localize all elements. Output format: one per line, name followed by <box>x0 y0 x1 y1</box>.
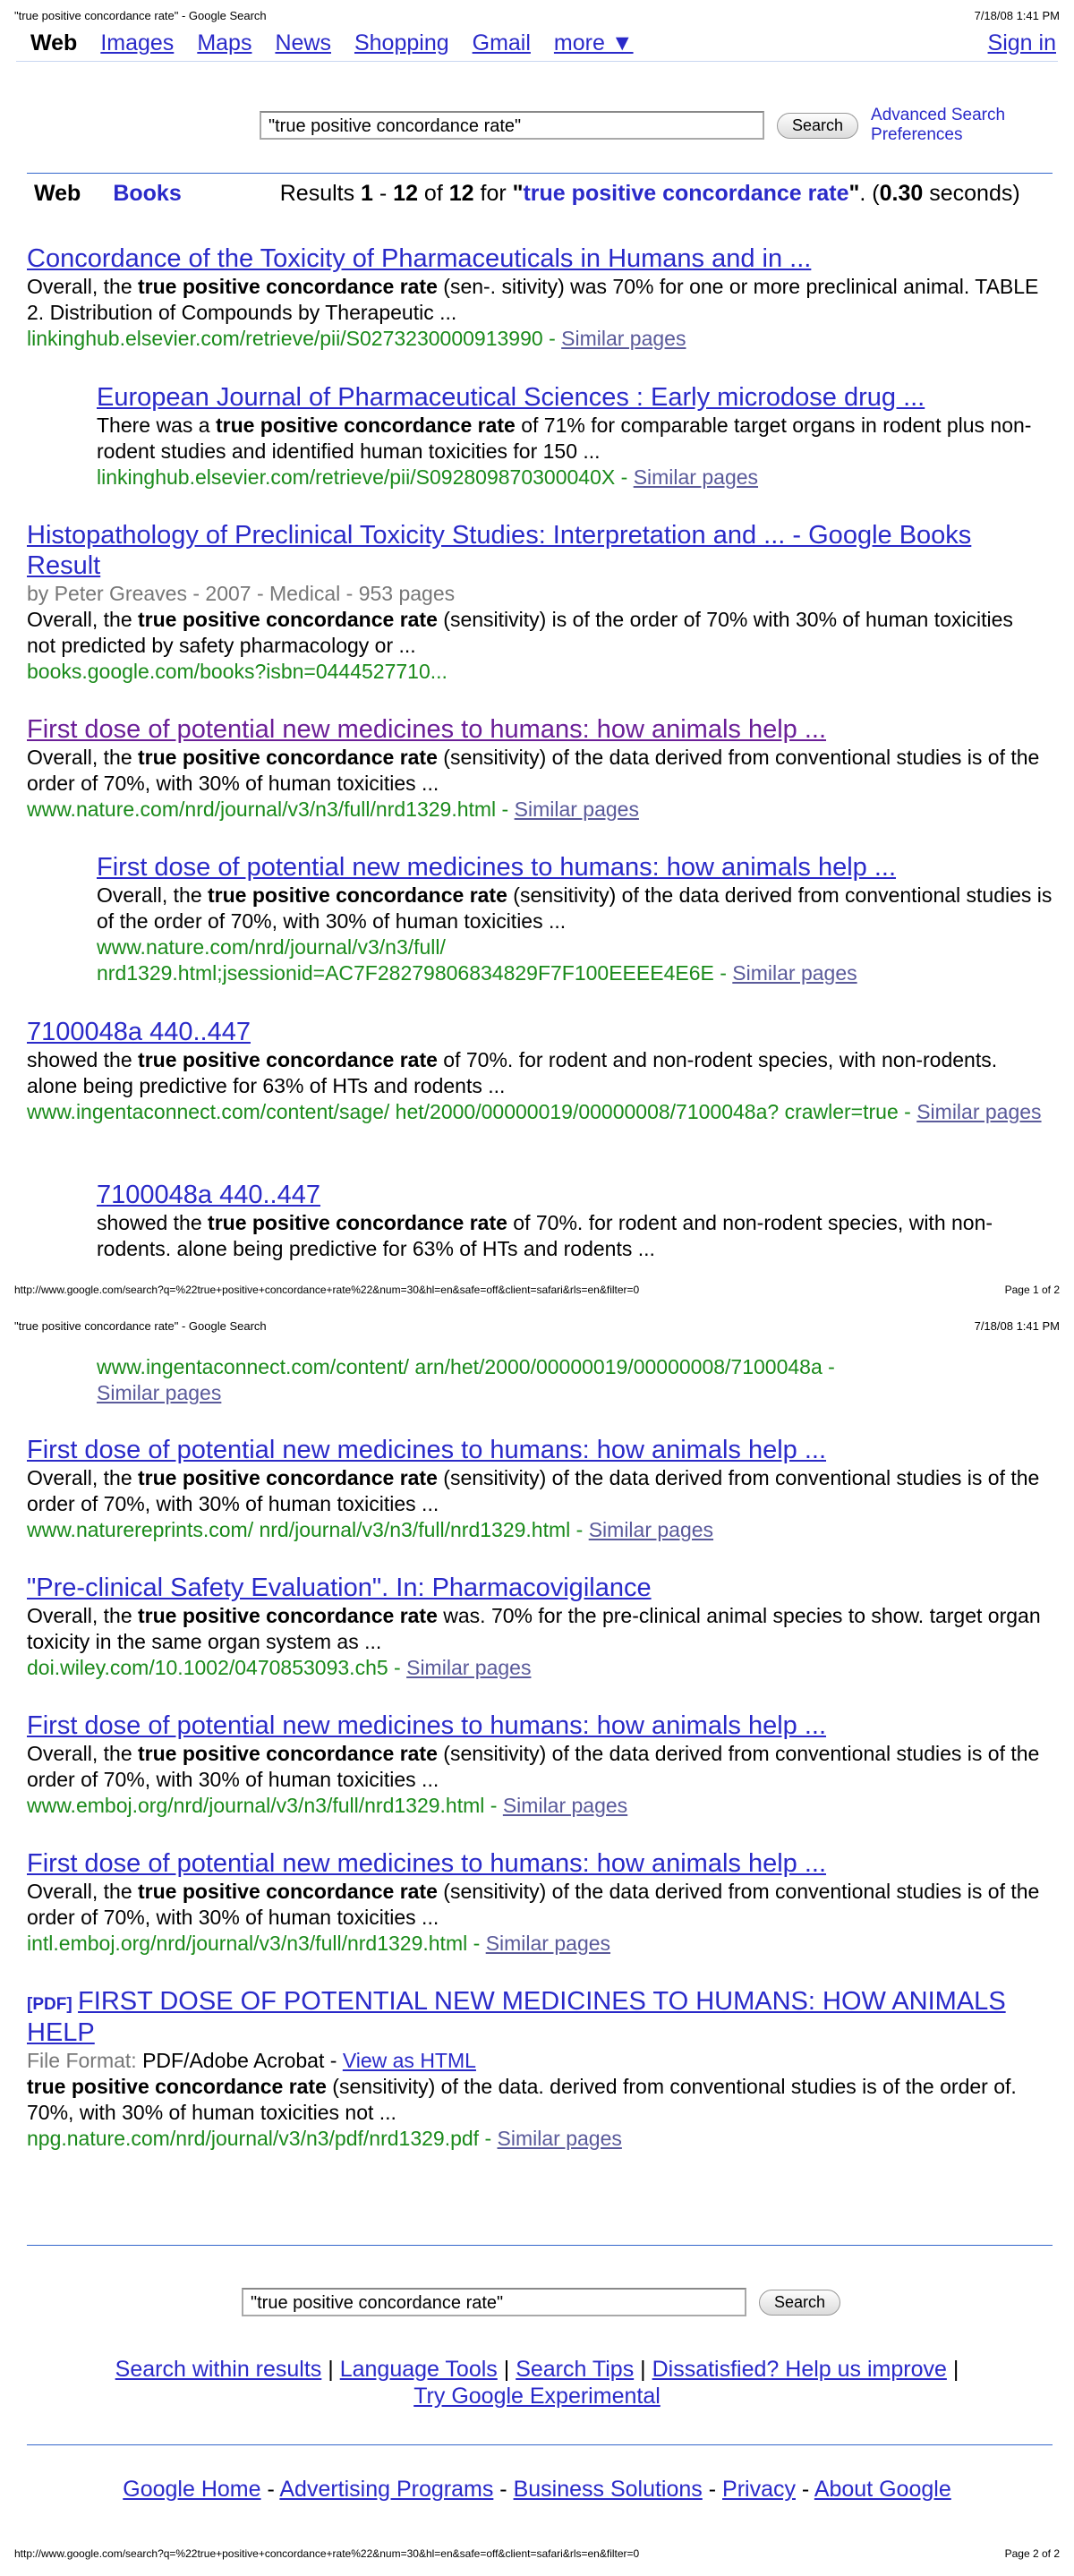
result-url-line: linkinghub.elsevier.com/retrieve/pii/S0273230000913990 - Similar pages <box>27 327 686 350</box>
result-url: www.nature.com/nrd/journal/v3/n3/full/nrd1329.html <box>27 798 497 821</box>
query-term-positive[interactable]: positive <box>571 181 657 206</box>
result-snippet: Overall, the true positive concordance rate (sensitivity) of the data derived from conventional studies is of the order of 70%, with 30% of human toxicities ... <box>97 883 1053 933</box>
page-header-title: "true positive concordance rate" - Google Search <box>14 9 267 22</box>
advanced-search-link[interactable]: Advanced Search <box>871 106 1006 124</box>
search-result <box>27 1017 1047 1125</box>
nav-web: Web <box>30 30 78 55</box>
result-url-line: intl.emboj.org/nrd/journal/v3/n3/full/nrd1329.html - Similar pages <box>27 1932 611 1955</box>
sign-in-link[interactable]: Sign in <box>987 30 1056 55</box>
result-title-link[interactable]: First dose of potential new medicines to humans: how animals help ... <box>27 1711 827 1740</box>
page-footer-url: http://www.google.com/search?q=%22true+positive+concordance+rate%22&num=30&hl=en&safe=off&client=safari&rls=en&filter=0 <box>14 2547 640 2560</box>
result-title-link[interactable]: FIRST DOSE OF POTENTIAL NEW MEDICINES TO HUMANS: HOW ANIMALS HELP <box>27 1987 1006 2047</box>
page-footer-url: http://www.google.com/search?q=%22true+positive+concordance+rate%22&num=30&hl=en&safe=off&client=safari&rls=en&filter=0 <box>14 1284 640 1296</box>
dissatisfied-link[interactable]: Dissatisfied? Help us improve <box>652 2357 947 2382</box>
result-url-line: www.ingentaconnect.com/content/ arn/het/2000/00000019/00000008/7100048a - Similar pages <box>97 1355 835 1404</box>
results-tab-web: Web <box>34 181 81 206</box>
result-snippet: Overall, the true positive concordance rate (sensitivity) is of the order of 70% with 30% of human toxicities not predicted by safety pharmacology or ... <box>27 608 1013 657</box>
result-url-line: www.ingentaconnect.com/content/sage/ het/2000/00000019/00000008/7100048a? crawler=true - Similar pages <box>27 1100 1042 1123</box>
nav-maps-link[interactable]: Maps <box>197 30 252 55</box>
result-url: www.ingentaconnect.com/content/sage/ het/2000/00000019/00000008/7100048a? crawler=true <box>27 1100 899 1123</box>
result-url: linkinghub.elsevier.com/retrieve/pii/S092809870300040X <box>97 465 616 489</box>
similar-pages-link[interactable]: Similar pages <box>485 1932 611 1955</box>
search-input[interactable]: "true positive concordance rate" <box>260 111 764 140</box>
page-header-title: "true positive concordance rate" - Google Search <box>14 1319 267 1333</box>
result-url: npg.nature.com/nrd/journal/v3/n3/pdf/nrd1329.pdf <box>27 2127 480 2150</box>
page-header-time: 7/18/08 1:41 PM <box>974 9 1060 22</box>
nav-more-link[interactable]: more ▼ <box>553 30 634 55</box>
result-title-link[interactable]: First dose of potential new medicines to humans: how animals help ... <box>27 1849 827 1878</box>
page-header <box>14 9 1060 22</box>
top-divider <box>16 61 1058 62</box>
similar-pages-link[interactable]: Similar pages <box>406 1656 532 1679</box>
similar-pages-link[interactable]: Similar pages <box>497 2127 622 2150</box>
result-url-line: npg.nature.com/nrd/journal/v3/n3/pdf/nrd1329.pdf - Similar pages <box>27 2127 622 2150</box>
nav-news-link[interactable]: News <box>275 30 331 55</box>
result-url-line: www.nature.com/nrd/journal/v3/n3/full/ nrd1329.html;jsessionid=AC7F28279806834829F7F100EEEE4E6E - Similar pages <box>97 935 857 985</box>
privacy-link[interactable]: Privacy <box>722 2477 796 2502</box>
result-snippet: showed the true positive concordance rate of 70%. for rodent and non-rodent species, with non-rodents. alone being predictive for 63% of HTs and rodents ... <box>27 1048 998 1097</box>
nav-shopping-link[interactable]: Shopping <box>354 30 449 55</box>
results-count: Results 1 - 12 of 12 for "true positive concordance rate". (0.30 seconds) <box>279 181 1020 206</box>
result-url: www.ingentaconnect.com/content/ arn/het/2000/00000019/00000008/7100048a <box>97 1355 823 1378</box>
result-snippet: There was a true positive concordance rate of 71% for comparable target organs in rodent plus non-rodent studies and identified human toxicities for 150 ... <box>97 414 1032 463</box>
page-footer-number: Page 1 of 2 <box>1004 1284 1060 1296</box>
result-snippet: Overall, the true positive concordance rate (sensitivity) of the data derived from conventional studies is of the order of 70%, with 30% of human toxicities ... <box>27 1880 1040 1929</box>
query-term-true[interactable]: true <box>523 181 566 206</box>
similar-pages-link[interactable]: Similar pages <box>916 1100 1042 1123</box>
page-footer <box>14 1284 1060 1296</box>
result-meta: by Peter Greaves - 2007 - Medical - 953 pages <box>27 582 456 605</box>
try-experimental-link[interactable]: Try Google Experimental <box>413 2384 661 2409</box>
result-snippet: Overall, the true positive concordance rate (sensitivity) of the data derived from conventional studies is of the order of 70%, with 30% of human toxicities ... <box>27 1466 1040 1515</box>
search-result <box>97 382 1054 490</box>
result-title-link[interactable]: 7100048a 440..447 <box>27 1018 251 1046</box>
result-file-format: File Format: PDF/Adobe Acrobat - View as HTML <box>27 2049 476 2072</box>
result-title-link[interactable]: First dose of potential new medicines to humans: how animals help ... <box>97 853 897 882</box>
result-title-link[interactable]: First dose of potential new medicines to humans: how animals help ... <box>27 715 827 744</box>
language-tools-link[interactable]: Language Tools <box>339 2357 498 2382</box>
search-result <box>27 1710 1047 1819</box>
similar-pages-link[interactable]: Similar pages <box>502 1794 628 1817</box>
result-url-line <box>27 659 1047 685</box>
result-title-link[interactable]: 7100048a 440..447 <box>97 1181 320 1209</box>
top-search <box>0 106 1074 145</box>
advertising-programs-link[interactable]: Advertising Programs <box>279 2477 494 2502</box>
page-header <box>14 1319 1060 1333</box>
search-options <box>871 106 1005 145</box>
pdf-tag: [PDF] <box>27 1995 72 2014</box>
results-bar <box>0 181 1074 207</box>
footer-links: Google Home - Advertising Programs - Business Solutions - Privacy - About Google <box>123 2477 951 2502</box>
result-title-link[interactable]: "Pre-clinical Safety Evaluation". In: Pharmacovigilance <box>27 1574 652 1602</box>
result-url: doi.wiley.com/10.1002/0470853093.ch5 <box>27 1656 388 1679</box>
preferences-link[interactable]: Preferences <box>871 125 963 144</box>
query-term-concordance-rate[interactable]: concordance rate <box>662 181 849 206</box>
search-result-continued <box>97 1354 1054 1406</box>
result-snippet: Overall, the true positive concordance rate (sensitivity) of the data derived from conventional studies is of the order of 70%, with 30% of human toxicities ... <box>27 746 1040 795</box>
top-nav <box>0 30 1074 56</box>
search-result <box>27 1573 1047 1681</box>
result-title-link[interactable]: European Journal of Pharmaceutical Sciences : Early microdose drug ... <box>97 383 925 412</box>
similar-pages-link[interactable]: Similar pages <box>633 465 759 489</box>
result-url: www.naturereprints.com/ nrd/journal/v3/n3/full/nrd1329.html <box>27 1518 571 1541</box>
result-url-line: www.emboj.org/nrd/journal/v3/n3/full/nrd1329.html - Similar pages <box>27 1794 628 1817</box>
result-snippet: showed the true positive concordance rate of 70%. for rodent and non-rodent species, with non-rodents. alone being predictive for 63% of HTs and rodents ... <box>97 1211 993 1260</box>
result-url: www.emboj.org/nrd/journal/v3/n3/full/nrd1329.html <box>27 1794 485 1817</box>
nav-gmail-link[interactable]: Gmail <box>472 30 531 55</box>
result-title-link[interactable]: First dose of potential new medicines to humans: how animals help ... <box>27 1436 827 1464</box>
page-header-time: 7/18/08 1:41 PM <box>974 1319 1060 1333</box>
result-url: www.nature.com/nrd/journal/v3/n3/full/ nrd1329.html;jsessionid=AC7F28279806834829F7F100EEEE4E6E <box>97 935 714 985</box>
nav-images-link[interactable]: Images <box>100 30 175 55</box>
page-footer <box>14 2547 1060 2560</box>
result-url-line: www.nature.com/nrd/journal/v3/n3/full/nrd1329.html - Similar pages <box>27 798 639 821</box>
bottom-divider <box>27 2245 1053 2246</box>
similar-pages-link[interactable]: Similar pages <box>514 798 639 821</box>
search-result <box>97 852 1054 986</box>
about-google-link[interactable]: About Google <box>814 2477 951 2502</box>
search-result <box>97 1180 1054 1262</box>
similar-pages-link[interactable]: Similar pages <box>732 961 857 985</box>
search-tips-link[interactable]: Search Tips <box>516 2357 635 2382</box>
business-solutions-link[interactable]: Business Solutions <box>513 2477 703 2502</box>
similar-pages-link[interactable]: Similar pages <box>97 1381 222 1404</box>
bottom-search-button[interactable]: Search <box>759 2290 840 2316</box>
result-snippet: true positive concordance rate (sensitivity) of the data. derived from conventional studies is of the order of. 70%, with 30% of human toxicities not ... <box>27 2075 1017 2124</box>
result-url-line: linkinghub.elsevier.com/retrieve/pii/S092809870300040X - Similar pages <box>97 465 759 489</box>
similar-pages-link[interactable]: Similar pages <box>561 327 686 350</box>
result-snippet: Overall, the true positive concordance rate (sen-. sitivity) was 70% for one or more preclinical animal. TABLE 2. Distribution of Compounds by Therapeutic ... <box>27 275 1039 324</box>
search-result <box>27 1848 1047 1957</box>
result-url: books.google.com/books?isbn=0444527710... <box>27 660 448 683</box>
results-tab-books[interactable]: Books <box>113 181 182 206</box>
result-snippet: Overall, the true positive concordance rate was. 70% for the pre-clinical animal species to show. target organ toxicity in the same organ system as ... <box>27 1604 1041 1653</box>
result-url-line: doi.wiley.com/10.1002/0470853093.ch5 - Similar pages <box>27 1656 532 1679</box>
search-result <box>27 1986 1047 2152</box>
page-footer-number: Page 2 of 2 <box>1004 2547 1060 2560</box>
result-url: intl.emboj.org/nrd/journal/v3/n3/full/nrd1329.html <box>27 1932 468 1955</box>
bottom-links: Search within results | Language Tools | Search Tips | Dissatisfied? Help us improve | Try Google Experimental <box>115 2357 959 2409</box>
search-result <box>27 1435 1047 1543</box>
result-title-link[interactable]: Concordance of the Toxicity of Pharmaceuticals in Humans and in ... <box>27 244 812 273</box>
search-within-results-link[interactable]: Search within results <box>115 2357 322 2382</box>
result-url: linkinghub.elsevier.com/retrieve/pii/S0273230000913990 <box>27 327 543 350</box>
google-home-link[interactable]: Google Home <box>123 2477 261 2502</box>
result-url-line: www.naturereprints.com/ nrd/journal/v3/n3/full/nrd1329.html - Similar pages <box>27 1518 714 1541</box>
result-title-link[interactable]: Histopathology of Preclinical Toxicity Studies: Interpretation and ... - Google Books Result <box>27 521 972 580</box>
search-result <box>27 243 1047 352</box>
results-divider <box>27 173 1053 174</box>
bottom-search-input[interactable]: "true positive concordance rate" <box>242 2288 746 2316</box>
view-as-html-link[interactable]: View as HTML <box>342 2049 476 2072</box>
similar-pages-link[interactable]: Similar pages <box>588 1518 714 1541</box>
search-button[interactable]: Search <box>777 113 858 139</box>
result-snippet: Overall, the true positive concordance rate (sensitivity) of the data derived from conventional studies is of the order of 70%, with 30% of human toxicities ... <box>27 1742 1040 1791</box>
search-result <box>27 714 1047 823</box>
search-result <box>27 520 1047 685</box>
bottom-search <box>0 2288 1074 2316</box>
footer-divider <box>27 2444 1053 2445</box>
